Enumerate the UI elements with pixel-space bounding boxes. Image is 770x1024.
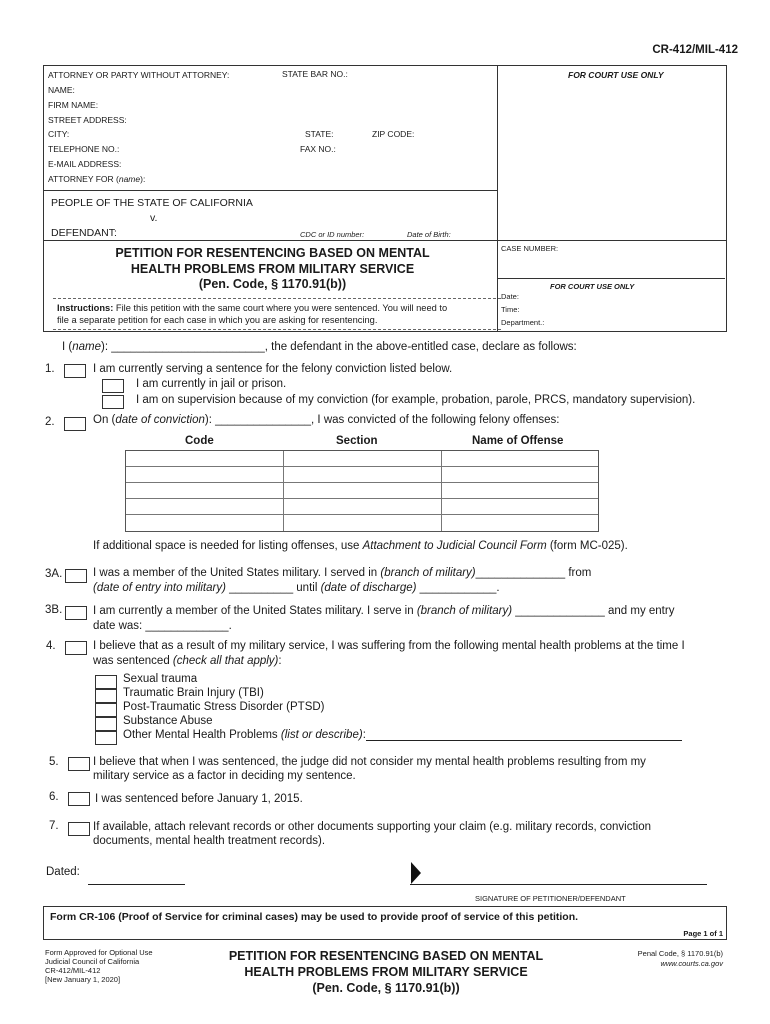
signature-arrow-icon [411,862,421,884]
page-number: Page 1 of 1 [683,929,723,938]
table-cell[interactable] [284,451,442,467]
item4-line2: was sentenced (check all that apply): [93,655,282,667]
table-cell[interactable] [126,451,284,467]
table-cell[interactable] [284,515,442,531]
attorney-divider [43,190,498,191]
name-label: NAME: [48,85,75,95]
opt-sexual-trauma-label: Sexual trauma [123,673,198,685]
opt-sexual-trauma-checkbox[interactable] [95,675,117,689]
item1-checkbox[interactable] [64,364,86,378]
people-label: PEOPLE OF THE STATE OF CALIFORNIA [51,197,253,209]
intro-line: I (name): ________________________, the defendant in the above-entitled case, declare as follows: [62,341,577,353]
phone-label: TELEPHONE NO.: [48,144,120,154]
email-label: E-MAIL ADDRESS: [48,159,122,169]
zip-label: ZIP CODE: [372,129,415,139]
item4-checkbox[interactable] [65,641,87,655]
item7-checkbox[interactable] [68,822,90,836]
petition-title: PETITION FOR RESENTENCING BASED ON MENTAL HEALTH PROBLEMS FROM MILITARY SERVICE (Pen. Code, § 1170.91(b)) [115,246,430,291]
case-divider [497,278,725,279]
item2-checkbox[interactable] [64,417,86,431]
item7-line2: documents, mental health treatment records). [93,835,326,847]
item4-line1: I believe that as a result of my military service, I was suffering from the following mental health problems at the time I [93,640,685,652]
opt-tbi-label: Traumatic Brain Injury (TBI) [123,687,264,699]
item6-text: I was sentenced before January 1, 2015. [95,793,303,805]
footer-left: Form Approved for Optional Use Judicial Council of California CR-412/MIL-412 [New January 1, 2020] [45,948,153,984]
item6-checkbox[interactable] [68,792,90,806]
attorney-for-label: ATTORNEY FOR (name): [48,174,146,184]
item3a-line1: I was a member of the United States military. I served in (branch of military)______________ from [93,567,592,579]
table-cell[interactable] [126,467,284,483]
item7-number: 7. [49,820,59,832]
table-cell[interactable] [442,515,598,531]
opt-ptsd-checkbox[interactable] [95,703,117,717]
opt-substance-checkbox[interactable] [95,717,117,731]
item3b-line2: date was: _____________. [93,620,232,632]
header-divider [497,65,498,331]
table-cell[interactable] [126,483,284,499]
item5-number: 5. [49,756,59,768]
dated-label: Dated: [46,866,80,878]
table-cell[interactable] [126,515,284,531]
item1a-text: I am currently in jail or prison. [136,378,287,390]
item1b-checkbox[interactable] [102,395,124,409]
date-label: Date: [501,292,519,301]
dob-label: Date of Birth: [407,230,451,239]
footer-title: PETITION FOR RESENTENCING BASED ON MENTAL HEALTH PROBLEMS FROM MILITARY SERVICE (Pen. Code, § 1170.91(b)) [228,949,544,995]
fax-label: FAX NO.: [300,144,336,154]
other-describe-line[interactable] [366,740,682,741]
item7-line1: If available, attach relevant records or other documents supporting your claim (e.g. military records, conviction [93,821,652,833]
opt-tbi-checkbox[interactable] [95,689,117,703]
city-label: CITY: [48,129,70,139]
col-offense-header: Name of Offense [472,435,564,447]
department-label: Department.: [501,318,545,327]
table-cell[interactable] [284,467,442,483]
opt-other-checkbox[interactable] [95,731,117,745]
item3b-number: 3B. [45,604,63,616]
col-section-header: Section [336,435,378,447]
defendant-label: DEFENDANT: [51,227,117,239]
court-use-label: FOR COURT USE ONLY [568,70,664,80]
cdc-label: CDC or ID number: [300,230,365,239]
date-signed-line[interactable] [88,884,185,885]
state-bar-label: STATE BAR NO.: [282,69,348,79]
item2-text: On (date of conviction): _______________, I was convicted of the following felony offenses: [93,414,560,426]
time-label: Time: [501,305,520,314]
item3a-line2: (date of entry into military) __________ until (date of discharge) ____________. [93,582,500,594]
table-cell[interactable] [442,467,598,483]
versus-label: v. [150,212,158,224]
item1-number: 1. [45,363,55,375]
attorney-label: ATTORNEY OR PARTY WITHOUT ATTORNEY: [48,70,230,80]
footer-right: Penal Code, § 1170.91(b) www.courts.ca.gov [637,949,723,968]
table-cell[interactable] [284,483,442,499]
signature-label: SIGNATURE OF PETITIONER/DEFENDANT [475,894,626,903]
col-code-header: Code [185,435,214,447]
proof-text: Form CR-106 (Proof of Service for criminal cases) may be used to provide proof of service of this petition. [50,911,579,923]
table-cell[interactable] [442,451,598,467]
opt-other-label: Other Mental Health Problems (list or describe): [123,729,366,741]
offenses-table [125,450,599,532]
item3a-checkbox[interactable] [65,569,87,583]
item3b-line1: I am currently a member of the United States military. I serve in (branch of military) ______________ and my entry [93,605,675,617]
opt-ptsd-label: Post-Traumatic Stress Disorder (PTSD) [123,701,325,713]
form-id: CR-412/MIL-412 [652,44,738,56]
attachment-note: If additional space is needed for listing offenses, use Attachment to Judicial Council Form (form MC-025). [93,540,628,552]
item5-line1: I believe that when I was sentenced, the judge did not consider my mental health problems resulting from my [93,756,646,768]
court-use-label-2: FOR COURT USE ONLY [550,282,635,291]
item3a-number: 3A. [45,568,63,580]
caption-divider [43,240,726,241]
table-cell[interactable] [284,499,442,515]
table-cell[interactable] [442,499,598,515]
item1b-text: I am on supervision because of my conviction (for example, probation, parole, PRCS, mandatory supervision). [136,394,696,406]
item3b-checkbox[interactable] [65,606,87,620]
item6-number: 6. [49,791,59,803]
street-label: STREET ADDRESS: [48,115,127,125]
item5-checkbox[interactable] [68,757,90,771]
item2-number: 2. [45,416,55,428]
signature-line[interactable] [410,884,707,885]
item4-number: 4. [46,640,56,652]
firm-label: FIRM NAME: [48,100,99,110]
table-cell[interactable] [126,499,284,515]
opt-substance-label: Substance Abuse [123,715,213,727]
table-cell[interactable] [442,483,598,499]
item1a-checkbox[interactable] [102,379,124,393]
state-label: STATE: [305,129,334,139]
instructions-box: Instructions: File this petition with the same court where you were sentenced. You will need to file a separate petition for each case in which you are asking for resentencing. [53,298,501,330]
item5-line2: military service as a factor in deciding my sentence. [93,770,356,782]
item1-text: I am currently serving a sentence for the felony conviction listed below. [93,363,453,375]
case-number-label: CASE NUMBER: [501,244,559,253]
